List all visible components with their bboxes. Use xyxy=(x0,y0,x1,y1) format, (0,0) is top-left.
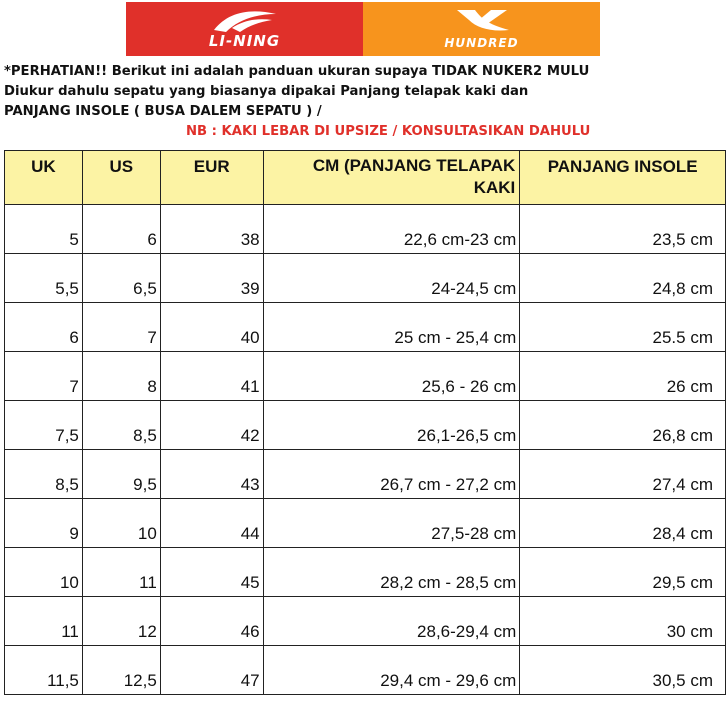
cell-cm: 26,1-26,5 cm xyxy=(263,401,520,450)
cell-us: 10 xyxy=(82,499,160,548)
cell-uk: 7 xyxy=(5,352,83,401)
cell-cm: 27,5-28 cm xyxy=(263,499,520,548)
cell-eur: 40 xyxy=(160,303,263,352)
cell-uk: 5,5 xyxy=(5,254,83,303)
li-ning-logo xyxy=(126,2,363,56)
size-chart-table xyxy=(4,150,726,695)
table-row xyxy=(5,499,726,548)
cell-uk: 6 xyxy=(5,303,83,352)
table-row xyxy=(5,646,726,695)
table-row xyxy=(5,401,726,450)
cell-us: 8,5 xyxy=(82,401,160,450)
notice-line-2: Diukur dahulu sepatu yang biasanya dipakai Panjang telapak kaki dan xyxy=(4,84,529,99)
cell-insole: 26 cm xyxy=(520,352,726,401)
table-header-row xyxy=(5,151,726,205)
cell-cm: 29,4 cm - 29,6 cm xyxy=(263,646,520,695)
cell-us: 8 xyxy=(82,352,160,401)
cell-us: 12 xyxy=(82,597,160,646)
cell-uk: 5 xyxy=(5,205,83,254)
li-ning-swoosh-icon xyxy=(210,8,280,34)
cell-insole: 29,5 cm xyxy=(520,548,726,597)
header-uk: UK xyxy=(5,151,83,205)
cell-eur: 46 xyxy=(160,597,263,646)
cell-uk: 10 xyxy=(5,548,83,597)
cell-eur: 44 xyxy=(160,499,263,548)
table-row xyxy=(5,352,726,401)
notice-text xyxy=(4,62,724,122)
cell-us: 7 xyxy=(82,303,160,352)
cell-eur: 45 xyxy=(160,548,263,597)
cell-uk: 7,5 xyxy=(5,401,83,450)
cell-insole: 24,8 cm xyxy=(520,254,726,303)
notice-line-1: *PERHATIAN!! Berikut ini adalah panduan ukuran supaya TIDAK NUKER2 MULU xyxy=(4,64,590,79)
cell-insole: 27,4 cm xyxy=(520,450,726,499)
cell-us: 12,5 xyxy=(82,646,160,695)
cell-eur: 47 xyxy=(160,646,263,695)
table-body xyxy=(5,205,726,695)
cell-insole: 28,4 cm xyxy=(520,499,726,548)
cell-cm: 25 cm - 25,4 cm xyxy=(263,303,520,352)
table-row xyxy=(5,205,726,254)
hundred-logo xyxy=(363,2,600,56)
cell-insole: 25.5 cm xyxy=(520,303,726,352)
cell-cm: 24-24,5 cm xyxy=(263,254,520,303)
cell-cm: 28,6-29,4 cm xyxy=(263,597,520,646)
cell-cm: 22,6 cm-23 cm xyxy=(263,205,520,254)
cell-uk: 8,5 xyxy=(5,450,83,499)
cell-uk: 11 xyxy=(5,597,83,646)
cell-eur: 41 xyxy=(160,352,263,401)
cell-eur: 38 xyxy=(160,205,263,254)
table-row xyxy=(5,303,726,352)
header-cm: CM (PANJANG TELAPAK KAKI xyxy=(263,151,520,205)
header-insole: PANJANG INSOLE xyxy=(520,151,726,205)
hundred-x-icon xyxy=(447,8,517,36)
cell-cm: 26,7 cm - 27,2 cm xyxy=(263,450,520,499)
table-row xyxy=(5,597,726,646)
cell-cm: 28,2 cm - 28,5 cm xyxy=(263,548,520,597)
cell-insole: 26,8 cm xyxy=(520,401,726,450)
header-us: US xyxy=(82,151,160,205)
cell-uk: 9 xyxy=(5,499,83,548)
cell-cm: 25,6 - 26 cm xyxy=(263,352,520,401)
cell-eur: 43 xyxy=(160,450,263,499)
cell-eur: 42 xyxy=(160,401,263,450)
cell-insole: 30 cm xyxy=(520,597,726,646)
cell-us: 9,5 xyxy=(82,450,160,499)
brand-banner xyxy=(126,2,600,56)
li-ning-wordmark: LI-NING xyxy=(208,32,281,50)
cell-us: 6,5 xyxy=(82,254,160,303)
cell-us: 6 xyxy=(82,205,160,254)
cell-insole: 23,5 cm xyxy=(520,205,726,254)
table-row xyxy=(5,450,726,499)
nb-note: NB : KAKI LEBAR DI UPSIZE / KONSULTASIKAN DAHULU xyxy=(186,124,591,139)
hundred-wordmark: HUNDRED xyxy=(444,36,519,50)
table-row xyxy=(5,254,726,303)
cell-eur: 39 xyxy=(160,254,263,303)
notice-line-3: PANJANG INSOLE ( BUSA DALEM SEPATU ) / xyxy=(4,104,322,119)
cell-insole: 30,5 cm xyxy=(520,646,726,695)
table-row xyxy=(5,548,726,597)
header-eur: EUR xyxy=(160,151,263,205)
cell-us: 11 xyxy=(82,548,160,597)
cell-uk: 11,5 xyxy=(5,646,83,695)
